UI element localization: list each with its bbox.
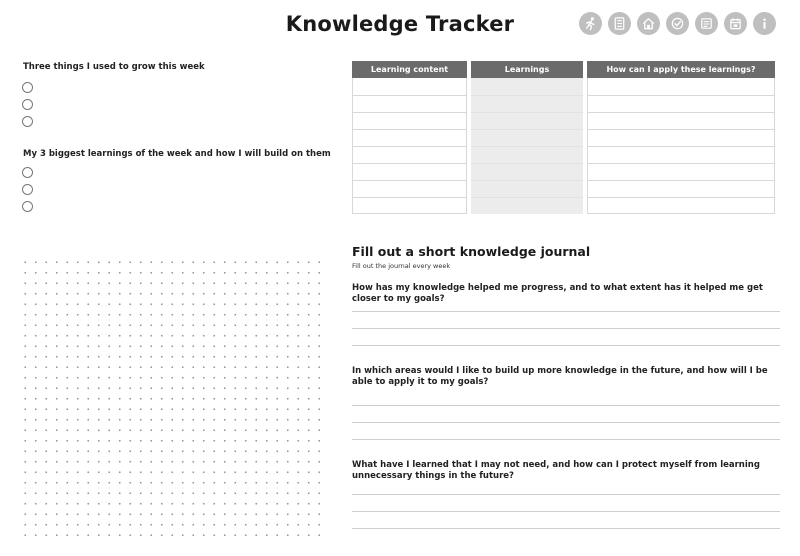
apply-learnings-column[interactable] — [587, 78, 775, 214]
journal-question-2: In which areas would I like to build up more knowledge in the future, and how will I be able to apply it to my goals? — [352, 366, 768, 387]
growth-checkbox-1[interactable] — [22, 82, 33, 93]
answer-line[interactable] — [352, 494, 780, 495]
journal-title: Fill out a short knowledge journal — [352, 244, 591, 259]
learnings-section-label: My 3 biggest learnings of the week and how I will build on them — [23, 149, 331, 159]
answer-line[interactable] — [352, 405, 780, 406]
checkmark-circle-icon[interactable] — [666, 12, 689, 35]
growth-checkbox-2[interactable] — [22, 99, 33, 110]
answer-line[interactable] — [352, 511, 780, 512]
growth-section-label: Three things I used to grow this week — [23, 62, 205, 72]
answer-line[interactable] — [352, 345, 780, 346]
notebook-icon[interactable] — [695, 12, 718, 35]
header-learning-content: Learning content — [352, 61, 467, 78]
learning-table — [352, 61, 775, 214]
journal-question-1: How has my knowledge helped me progress, and to what extent has it helped me get closer to my goals? — [352, 283, 763, 304]
calendar-icon[interactable] — [724, 12, 747, 35]
header-learnings: Learnings — [471, 61, 583, 78]
answer-line[interactable] — [352, 528, 780, 529]
answer-line[interactable] — [352, 328, 780, 329]
learnings-column[interactable] — [471, 78, 583, 214]
icon-nav — [579, 12, 776, 35]
journal-subtitle: Fill out the journal every week — [352, 262, 451, 270]
answer-line[interactable] — [352, 439, 780, 440]
journal-question-3: What have I learned that I may not need, and how can I protect myself from learning unnecessary things in the future? — [352, 460, 760, 481]
answer-line[interactable] — [352, 311, 780, 312]
info-icon[interactable] — [753, 12, 776, 35]
header-apply-learnings: How can I apply these learnings? — [587, 61, 775, 78]
answer-line[interactable] — [352, 422, 780, 423]
learnings-checkbox-1[interactable] — [22, 167, 33, 178]
running-person-icon[interactable] — [579, 12, 602, 35]
learning-content-column[interactable] — [352, 78, 467, 214]
page-title: Knowledge Tracker — [285, 12, 515, 36]
learnings-checkbox-3[interactable] — [22, 201, 33, 212]
learnings-checkbox-2[interactable] — [22, 184, 33, 195]
growth-checkbox-3[interactable] — [22, 116, 33, 127]
checklist-icon[interactable] — [608, 12, 631, 35]
house-icon[interactable] — [637, 12, 660, 35]
dot-grid-notes[interactable] — [20, 257, 328, 542]
